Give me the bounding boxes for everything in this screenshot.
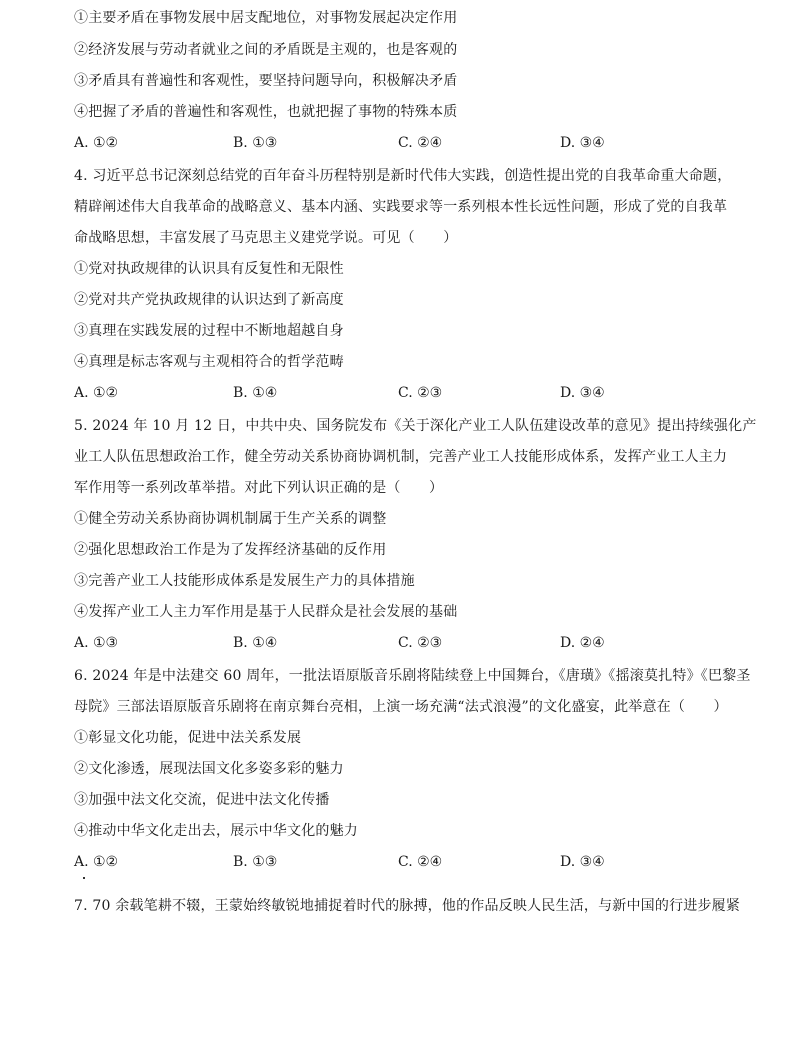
q4-stem-line-1: 4. 习近平总书记深刻总结党的百年奋斗历程特别是新时代伟大实践，创造性提出党的自我革命重大命题， <box>74 168 732 184</box>
q4-item-4: ④真理是标志客观与主观相符合的哲学范畴 <box>74 354 344 370</box>
q5-item-3: ③完善产业工人技能形成体系是发展生产力的具体措施 <box>74 573 415 589</box>
q5-stem-line-1: 5. 2024 年 10 月 12 日，中共中央、国务院发布《关于深化产业工人队伍建设改革的意见》提出持续强化产 <box>74 418 757 434</box>
q6-option-c: C. ②④ <box>398 854 443 870</box>
q6-stem-line-2: 母院》三部法语原版音乐剧将在南京舞台亮相，上演一场充满“法式浪漫”的文化盛宴，此举意在（ ） <box>74 699 728 715</box>
q4-option-d: D. ③④ <box>560 385 605 401</box>
q6-item-4: ④推动中华文化走出去，展示中华文化的魅力 <box>74 823 358 839</box>
q6-item-3: ③加强中法文化交流，促进中法文化传播 <box>74 792 330 808</box>
prev-item-3: ③矛盾具有普遍性和客观性，要坚持问题导向，积极解决矛盾 <box>74 73 458 89</box>
q6-option-b: B. ①③ <box>233 854 278 870</box>
q5-stem-line-2: 业工人队伍思想政治工作，健全劳动关系协商协调机制，完善产业工人技能形成体系，发挥产业工人主力 <box>74 449 728 465</box>
prev-option-d: D. ③④ <box>560 135 605 151</box>
q5-option-a: A. ①③ <box>74 635 119 651</box>
q6-item-2: ②文化渗透，展现法国文化多姿多彩的魅力 <box>74 761 344 777</box>
q5-option-c: C. ②③ <box>398 635 443 651</box>
q5-stem-line-3: 军作用等一系列改革举措。对此下列认识正确的是（ ） <box>74 480 444 496</box>
q5-item-2: ②强化思想政治工作是为了发挥经济基础的反作用 <box>74 542 387 558</box>
q4-stem-line-3: 命战略思想，丰富发展了马克思主义建党学说。可见（ ） <box>74 230 458 246</box>
q7-stem-line-1: 7. 70 余载笔耕不辍，王蒙始终敏锐地捕捉着时代的脉搏，他的作品反映人民生活，与新中国的行进步履紧 <box>74 898 741 914</box>
prev-option-b: B. ①③ <box>233 135 278 151</box>
q4-option-c: C. ②③ <box>398 385 443 401</box>
q5-option-b: B. ①④ <box>233 635 278 651</box>
q5-option-d: D. ②④ <box>560 635 605 651</box>
q6-option-d: D. ③④ <box>560 854 605 870</box>
prev-item-1: ①主要矛盾在事物发展中居支配地位，对事物发展起决定作用 <box>74 10 458 26</box>
q6-stem-line-1: 6. 2024 年是中法建交 60 周年，一批法语原版音乐剧将陆续登上中国舞台，《唐璜》《摇滚莫扎特》《巴黎圣 <box>74 668 751 684</box>
q5-item-4: ④发挥产业工人主力军作用是基于人民群众是社会发展的基础 <box>74 604 458 620</box>
stray-mark <box>83 877 85 879</box>
q6-option-a: A. ①② <box>74 854 119 870</box>
prev-item-4: ④把握了矛盾的普遍性和客观性，也就把握了事物的特殊本质 <box>74 104 458 120</box>
q6-item-1: ①彰显文化功能，促进中法关系发展 <box>74 730 302 746</box>
q4-stem-line-2: 精辟阐述伟大自我革命的战略意义、基本内涵、实践要求等一系列根本性长远性问题，形成了党的自我革 <box>74 199 728 215</box>
prev-option-a: A. ①② <box>74 135 119 151</box>
q4-option-b: B. ①④ <box>233 385 278 401</box>
q5-item-1: ①健全劳动关系协商协调机制属于生产关系的调整 <box>74 511 387 527</box>
q4-option-a: A. ①② <box>74 385 119 401</box>
q4-item-1: ①党对执政规律的认识具有反复性和无限性 <box>74 261 344 277</box>
q4-item-3: ③真理在实践发展的过程中不断地超越自身 <box>74 323 344 339</box>
prev-item-2: ②经济发展与劳动者就业之间的矛盾既是主观的，也是客观的 <box>74 42 458 58</box>
prev-option-c: C. ②④ <box>398 135 443 151</box>
q4-item-2: ②党对共产党执政规律的认识达到了新高度 <box>74 292 344 308</box>
